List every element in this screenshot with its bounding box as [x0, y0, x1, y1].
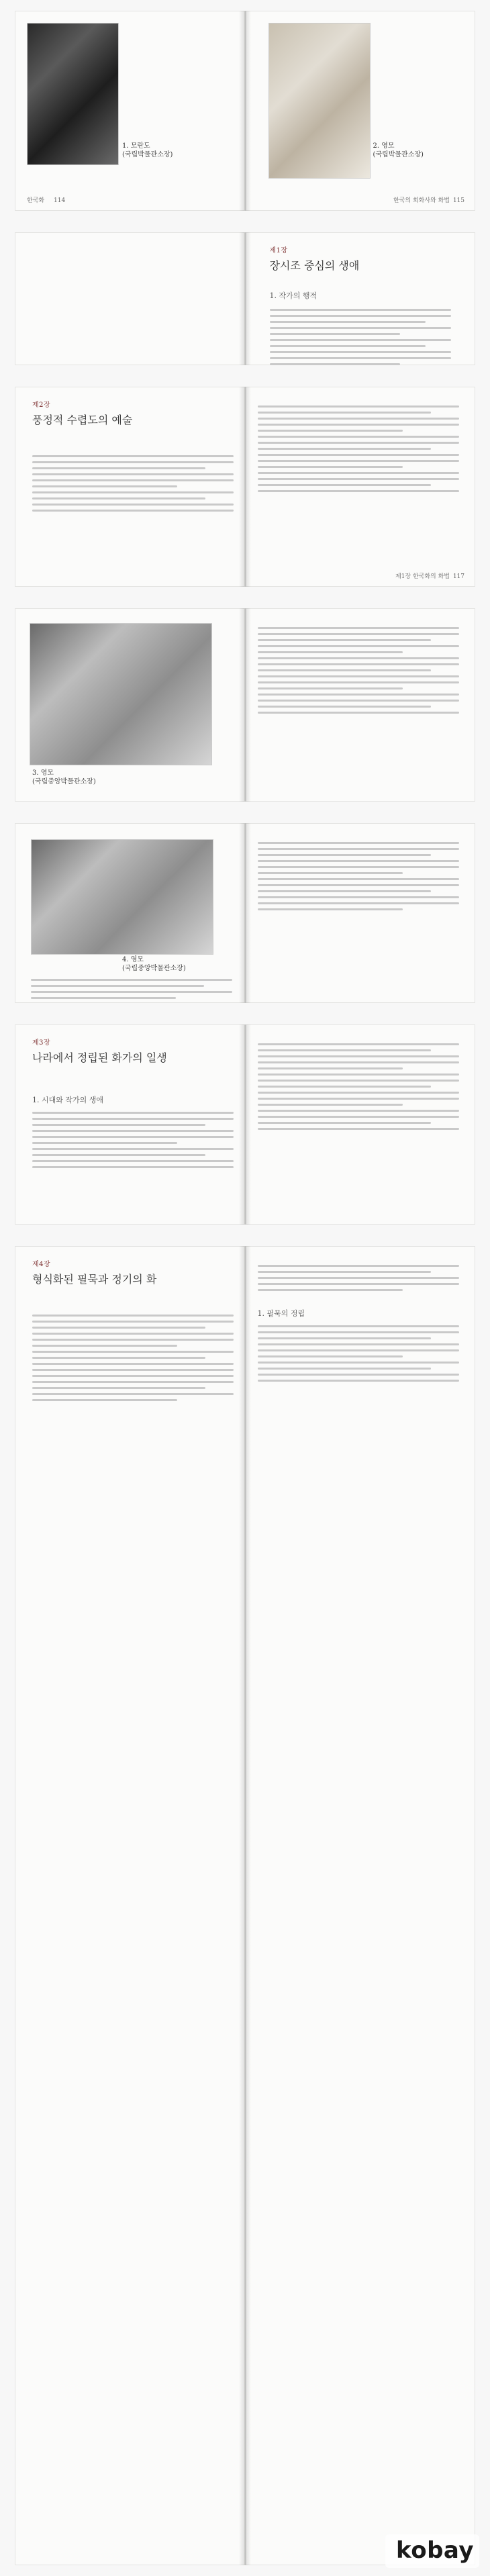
pages-7: [15, 1246, 475, 2565]
text-block-6b: [258, 1039, 459, 1134]
book-spread-7: [0, 1235, 490, 2576]
folio-right-1: 115: [452, 197, 464, 204]
text-block-3a: [32, 451, 234, 516]
pages-4: [15, 608, 475, 802]
running-right-3: 제1장 한국화의 화법: [395, 573, 450, 580]
text-block-7b: [258, 1261, 459, 1295]
left-page-1: [15, 11, 246, 211]
section-title-2: 1. 작가의 행적: [269, 291, 317, 300]
left-page-5: [15, 823, 246, 1003]
kobay-logo: kobay: [396, 2537, 474, 2564]
birds-flowers-painting: [31, 839, 213, 955]
pages-5: [15, 823, 475, 1003]
right-page-4: [246, 608, 476, 802]
section-title-7: 1. 필묵의 정립: [257, 1309, 305, 1318]
caption-left-4: 3. 영모 (국립중앙박물관소장): [32, 769, 96, 785]
left-page-2: [15, 232, 246, 365]
text-block-4: [258, 623, 459, 718]
book-spread-5: [0, 812, 490, 1014]
book-spread-6: [0, 1014, 490, 1235]
text-block-2: [270, 305, 451, 365]
chapter-head-6: [32, 1037, 167, 1065]
bird-painting: [268, 23, 371, 179]
chapter-number-6: 제3장: [32, 1039, 51, 1047]
folio-left-1: 114: [54, 197, 66, 204]
right-page-2: [246, 232, 476, 365]
right-page-3: [246, 387, 476, 587]
running-right-1: 한국의 회화사와 화법: [393, 197, 450, 204]
pages-6: [15, 1024, 475, 1225]
left-page-7: [15, 1246, 246, 2565]
caption-right-1: 2. 영모 (국립박물관소장): [373, 142, 424, 158]
section-title-6: 1. 시대와 작가의 생애: [32, 1096, 103, 1104]
right-page-7: [246, 1246, 476, 2565]
right-page-5: [246, 823, 476, 1003]
text-block-7c: [258, 1321, 459, 1386]
book-spread-1: [0, 0, 490, 222]
text-block-5b: [258, 838, 459, 914]
right-page-1: [246, 11, 476, 211]
chapter-title-3: 풍정적 수렵도의 예술: [32, 414, 133, 426]
chapter-title-2: 장시조 중심의 생애: [269, 259, 360, 272]
text-block-3b: [258, 401, 459, 496]
chapter-number-2: 제1장: [269, 247, 288, 254]
chapter-title-6: 나라에서 정립된 화가의 일생: [32, 1051, 167, 1064]
text-block-5a: [31, 975, 232, 1003]
left-page-6: [15, 1024, 246, 1225]
pages-3: [15, 387, 475, 587]
chapter-title-7: 형식화된 필묵과 정기의 화: [32, 1273, 157, 1286]
ducks-painting: [30, 623, 212, 765]
chapter-number-7: 제4장: [32, 1261, 51, 1268]
left-page-3: [15, 387, 246, 587]
pages-1: [15, 11, 475, 211]
left-page-4: [15, 608, 246, 802]
book-spread-2: [0, 222, 490, 376]
chapter-number-3: 제2장: [32, 401, 51, 409]
running-left-1: 한국화: [27, 197, 45, 204]
book-spread-4: [0, 598, 490, 812]
book-spread-3: [0, 376, 490, 598]
text-block-6a: [32, 1108, 234, 1172]
peony-painting: [27, 23, 119, 165]
caption-left-1: 1. 모란도 (국립박물관소장): [122, 142, 173, 158]
caption-left-5: 4. 영모 (국립중앙박물관소장): [122, 956, 186, 972]
right-page-6: [246, 1024, 476, 1225]
folio-right-3: 117: [452, 573, 464, 580]
chapter-head-3: [32, 399, 132, 427]
text-block-7a: [32, 1310, 234, 1405]
chapter-head-7: [32, 1258, 156, 1286]
pages-2: [15, 232, 475, 365]
chapter-head-2: [270, 244, 360, 273]
